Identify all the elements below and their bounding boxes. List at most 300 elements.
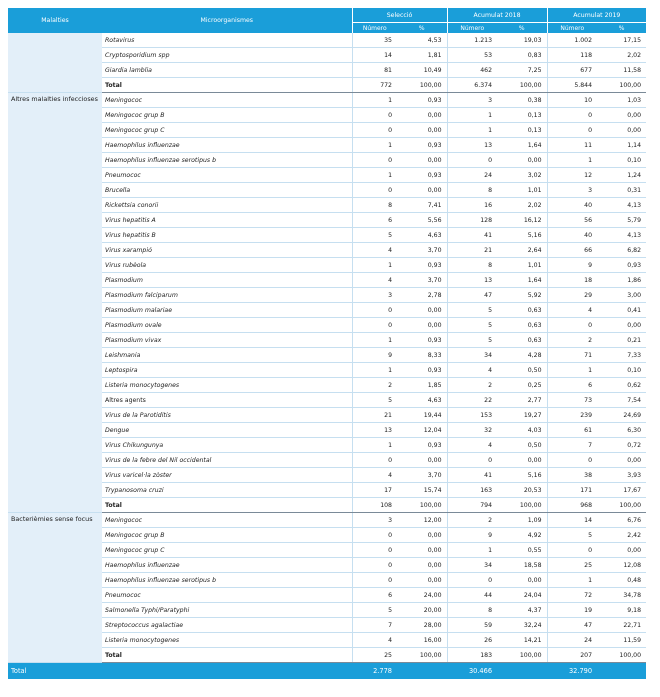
table-row (8, 228, 646, 243)
cell-seleccio-percent: 100,00 (397, 648, 447, 663)
table-row (8, 288, 646, 303)
cell-acumulat-2018-percent: 1,64 (497, 138, 547, 153)
cell-acumulat-2018-percent: 24,04 (497, 588, 547, 603)
cell-seleccio-percent: 0,00 (397, 183, 447, 198)
cell-acumulat-2019-percent: 0,93 (597, 258, 646, 273)
header-malalties: Malalties (8, 8, 102, 33)
table-row (8, 348, 646, 363)
microorganism-name: Plasmodium (102, 273, 352, 288)
cell-acumulat-2018-percent: 16,12 (497, 213, 547, 228)
table-row (8, 153, 646, 168)
cell-acumulat-2019-percent: 17,15 (597, 33, 646, 48)
cell-seleccio-percent: 12,00 (397, 513, 447, 528)
cell-seleccio-numero: 1 (352, 333, 397, 348)
cell-acumulat-2019-percent: 100,00 (597, 648, 646, 663)
cell-acumulat-2018-numero: 2 (447, 378, 497, 393)
table-row-total (8, 78, 646, 93)
cell-acumulat-2018-percent: 0,50 (497, 363, 547, 378)
cell-acumulat-2018-percent: 20,53 (497, 483, 547, 498)
cell-acumulat-2018-percent: 0,25 (497, 378, 547, 393)
cell-acumulat-2019-percent: 1,14 (597, 138, 646, 153)
table-row (8, 63, 646, 78)
cell-seleccio-numero: 9 (352, 348, 397, 363)
cell-acumulat-2019-percent: 100,00 (597, 498, 646, 513)
microorganism-name: Haemophilus influenzae (102, 558, 352, 573)
table-row (8, 48, 646, 63)
table-header (8, 8, 646, 33)
microorganism-name: Pneumococ (102, 168, 352, 183)
cell-acumulat-2019-percent: 0,00 (597, 318, 646, 333)
microorganism-name: Plasmodium malariae (102, 303, 352, 318)
cell-acumulat-2019-numero: 4 (547, 303, 597, 318)
cell-acumulat-2018-percent: 100,00 (497, 498, 547, 513)
cell-acumulat-2018-numero: 6.374 (447, 78, 497, 93)
cell-acumulat-2019-numero: 14 (547, 513, 597, 528)
cell-seleccio-numero: 17 (352, 483, 397, 498)
microorganism-name: Altres agents (102, 393, 352, 408)
cell-acumulat-2018-percent: 0,83 (497, 48, 547, 63)
microorganism-name: Cryptosporidium spp (102, 48, 352, 63)
cell-seleccio-percent: 100,00 (397, 498, 447, 513)
table-row (8, 243, 646, 258)
cell-acumulat-2018-numero: 13 (447, 138, 497, 153)
microorganism-name: Pneumococ (102, 588, 352, 603)
footer-2019-numero: 32.790 (547, 663, 597, 680)
cell-acumulat-2018-percent: 7,25 (497, 63, 547, 78)
cell-acumulat-2018-numero: 32 (447, 423, 497, 438)
cell-seleccio-numero: 13 (352, 423, 397, 438)
cell-acumulat-2018-numero: 8 (447, 603, 497, 618)
cell-seleccio-percent: 100,00 (397, 78, 447, 93)
cell-seleccio-numero: 5 (352, 228, 397, 243)
microorganism-name: Meningococ grup C (102, 123, 352, 138)
cell-seleccio-numero: 21 (352, 408, 397, 423)
cell-acumulat-2019-percent: 5,79 (597, 213, 646, 228)
cell-seleccio-numero: 0 (352, 528, 397, 543)
microorganism-name: Virus xarampió (102, 243, 352, 258)
cell-acumulat-2019-percent: 17,67 (597, 483, 646, 498)
cell-seleccio-percent: 3,70 (397, 243, 447, 258)
cell-acumulat-2019-numero: 1 (547, 573, 597, 588)
cell-acumulat-2019-percent: 3,93 (597, 468, 646, 483)
cell-seleccio-numero: 1 (352, 168, 397, 183)
microorganism-name: Giardia lamblia (102, 63, 352, 78)
cell-seleccio-numero: 81 (352, 63, 397, 78)
microorganism-name: Rotavirus (102, 33, 352, 48)
cell-acumulat-2019-percent: 34,78 (597, 588, 646, 603)
cell-seleccio-numero: 5 (352, 393, 397, 408)
microorganism-name: Leishmania (102, 348, 352, 363)
cell-acumulat-2018-numero: 22 (447, 393, 497, 408)
subheader-numero: Número (447, 23, 497, 34)
table-row (8, 453, 646, 468)
cell-seleccio-percent: 0,93 (397, 333, 447, 348)
cell-acumulat-2019-numero: 9 (547, 258, 597, 273)
table-footer (8, 663, 646, 680)
subheader-percent: % (597, 23, 646, 34)
disease-group-label: Altres malalties infeccioses (8, 93, 102, 513)
cell-acumulat-2019-numero: 73 (547, 393, 597, 408)
cell-acumulat-2019-numero: 968 (547, 498, 597, 513)
microorganism-name: Dengue (102, 423, 352, 438)
table-row (8, 468, 646, 483)
cell-acumulat-2018-percent: 0,00 (497, 153, 547, 168)
cell-seleccio-percent: 0,00 (397, 573, 447, 588)
cell-acumulat-2019-percent: 9,18 (597, 603, 646, 618)
cell-acumulat-2019-numero: 0 (547, 453, 597, 468)
microorganism-name: Virus varicel·la zòster (102, 468, 352, 483)
cell-acumulat-2018-numero: 41 (447, 228, 497, 243)
disease-group-label (8, 33, 102, 93)
table-row (8, 273, 646, 288)
total-label: Total (102, 498, 352, 513)
cell-seleccio-numero: 4 (352, 633, 397, 648)
cell-acumulat-2019-percent: 1,86 (597, 273, 646, 288)
cell-acumulat-2018-numero: 26 (447, 633, 497, 648)
cell-acumulat-2019-percent: 0,00 (597, 123, 646, 138)
cell-seleccio-numero: 4 (352, 243, 397, 258)
cell-seleccio-percent: 0,00 (397, 528, 447, 543)
cell-acumulat-2018-numero: 41 (447, 468, 497, 483)
cell-acumulat-2019-numero: 207 (547, 648, 597, 663)
cell-acumulat-2019-percent: 1,24 (597, 168, 646, 183)
cell-acumulat-2019-numero: 0 (547, 123, 597, 138)
footer-2019-percent (597, 663, 646, 680)
cell-seleccio-percent: 3,70 (397, 273, 447, 288)
cell-acumulat-2019-percent: 2,42 (597, 528, 646, 543)
cell-acumulat-2019-numero: 40 (547, 228, 597, 243)
cell-seleccio-percent: 19,44 (397, 408, 447, 423)
cell-acumulat-2018-numero: 0 (447, 453, 497, 468)
cell-acumulat-2018-numero: 16 (447, 198, 497, 213)
cell-seleccio-numero: 0 (352, 153, 397, 168)
table-row (8, 438, 646, 453)
cell-seleccio-percent: 0,00 (397, 318, 447, 333)
cell-seleccio-numero: 14 (352, 48, 397, 63)
cell-acumulat-2019-numero: 18 (547, 273, 597, 288)
cell-acumulat-2018-numero: 8 (447, 258, 497, 273)
table-row (8, 588, 646, 603)
cell-acumulat-2019-numero: 11 (547, 138, 597, 153)
cell-acumulat-2019-percent: 0,41 (597, 303, 646, 318)
cell-acumulat-2019-percent: 6,76 (597, 513, 646, 528)
table-row (8, 123, 646, 138)
cell-acumulat-2018-numero: 462 (447, 63, 497, 78)
cell-seleccio-percent: 0,00 (397, 543, 447, 558)
cell-acumulat-2019-percent: 11,59 (597, 633, 646, 648)
subheader-numero: Número (547, 23, 597, 34)
cell-acumulat-2019-numero: 19 (547, 603, 597, 618)
cell-acumulat-2019-numero: 40 (547, 198, 597, 213)
cell-acumulat-2019-percent: 0,00 (597, 453, 646, 468)
cell-acumulat-2018-percent: 4,28 (497, 348, 547, 363)
cell-seleccio-numero: 0 (352, 573, 397, 588)
cell-seleccio-percent: 16,00 (397, 633, 447, 648)
cell-acumulat-2019-percent: 2,02 (597, 48, 646, 63)
cell-acumulat-2018-percent: 32,24 (497, 618, 547, 633)
cell-seleccio-numero: 0 (352, 453, 397, 468)
subheader-numero: Número (352, 23, 397, 34)
cell-acumulat-2019-percent: 100,00 (597, 78, 646, 93)
subheader-percent: % (397, 23, 447, 34)
microorganism-name: Plasmodium vivax (102, 333, 352, 348)
cell-acumulat-2018-numero: 21 (447, 243, 497, 258)
cell-acumulat-2018-numero: 44 (447, 588, 497, 603)
header-group-acumulat-2018: Acumulat 2018 (447, 8, 547, 23)
cell-acumulat-2019-numero: 0 (547, 318, 597, 333)
table-row (8, 138, 646, 153)
microorganism-name: Haemophilus influenzae serotipus b (102, 153, 352, 168)
subheader-percent: % (497, 23, 547, 34)
cell-acumulat-2019-numero: 1.002 (547, 33, 597, 48)
cell-acumulat-2019-numero: 71 (547, 348, 597, 363)
microorganism-name: Virus de la Parotiditis (102, 408, 352, 423)
cell-seleccio-percent: 7,41 (397, 198, 447, 213)
microorganism-name: Haemophilus influenzae (102, 138, 352, 153)
cell-acumulat-2018-percent: 5,92 (497, 288, 547, 303)
cell-acumulat-2019-numero: 7 (547, 438, 597, 453)
footer-2018-numero: 30.466 (447, 663, 497, 680)
cell-seleccio-numero: 4 (352, 468, 397, 483)
table-row (8, 318, 646, 333)
cell-seleccio-percent: 12,04 (397, 423, 447, 438)
table-row-total (8, 648, 646, 663)
cell-acumulat-2018-numero: 34 (447, 558, 497, 573)
cell-seleccio-percent: 0,93 (397, 438, 447, 453)
cell-acumulat-2018-percent: 0,38 (497, 93, 547, 108)
cell-seleccio-numero: 0 (352, 558, 397, 573)
table-row (8, 93, 646, 108)
cell-acumulat-2018-numero: 5 (447, 318, 497, 333)
cell-acumulat-2018-numero: 5 (447, 333, 497, 348)
cell-acumulat-2018-numero: 24 (447, 168, 497, 183)
cell-acumulat-2019-numero: 29 (547, 288, 597, 303)
cell-acumulat-2018-percent: 0,63 (497, 333, 547, 348)
cell-acumulat-2018-percent: 0,55 (497, 543, 547, 558)
microorganism-name: Haemophilus influenzae serotipus b (102, 573, 352, 588)
cell-acumulat-2019-percent: 0,72 (597, 438, 646, 453)
cell-seleccio-numero: 25 (352, 648, 397, 663)
cell-acumulat-2018-percent: 5,16 (497, 468, 547, 483)
cell-acumulat-2019-numero: 2 (547, 333, 597, 348)
cell-seleccio-numero: 5 (352, 603, 397, 618)
microorganism-name: Virus hepatitis A (102, 213, 352, 228)
cell-acumulat-2018-numero: 34 (447, 348, 497, 363)
cell-acumulat-2019-numero: 239 (547, 408, 597, 423)
cell-acumulat-2018-percent: 5,16 (497, 228, 547, 243)
cell-seleccio-numero: 0 (352, 183, 397, 198)
cell-acumulat-2019-percent: 24,69 (597, 408, 646, 423)
cell-seleccio-percent: 4,53 (397, 33, 447, 48)
cell-acumulat-2018-percent: 0,50 (497, 438, 547, 453)
cell-acumulat-2019-percent: 0,31 (597, 183, 646, 198)
microorganism-name: Streptococcus agalactiae (102, 618, 352, 633)
cell-seleccio-percent: 0,00 (397, 558, 447, 573)
table-row (8, 558, 646, 573)
table-row (8, 633, 646, 648)
cell-seleccio-percent: 4,63 (397, 228, 447, 243)
cell-seleccio-percent: 4,63 (397, 393, 447, 408)
cell-seleccio-numero: 1 (352, 258, 397, 273)
cell-acumulat-2019-numero: 6 (547, 378, 597, 393)
cell-acumulat-2019-numero: 61 (547, 423, 597, 438)
cell-acumulat-2019-percent: 0,10 (597, 363, 646, 378)
cell-acumulat-2019-numero: 72 (547, 588, 597, 603)
cell-acumulat-2018-percent: 19,03 (497, 33, 547, 48)
header-group-seleccio: Selecció (352, 8, 447, 23)
cell-acumulat-2018-percent: 100,00 (497, 78, 547, 93)
microorganism-name: Virus de la febre del Nil occidental (102, 453, 352, 468)
microorganism-name: Meningococ grup C (102, 543, 352, 558)
cell-seleccio-percent: 28,00 (397, 618, 447, 633)
cell-acumulat-2019-numero: 0 (547, 108, 597, 123)
microorganism-name: Plasmodium ovale (102, 318, 352, 333)
cell-seleccio-percent: 1,81 (397, 48, 447, 63)
cell-seleccio-numero: 772 (352, 78, 397, 93)
cell-acumulat-2018-percent: 100,00 (497, 648, 547, 663)
cell-seleccio-numero: 8 (352, 198, 397, 213)
cell-seleccio-percent: 0,93 (397, 168, 447, 183)
cell-seleccio-numero: 0 (352, 108, 397, 123)
cell-acumulat-2018-percent: 2,02 (497, 198, 547, 213)
cell-acumulat-2019-percent: 12,08 (597, 558, 646, 573)
table-row (8, 333, 646, 348)
table-row (8, 543, 646, 558)
cell-acumulat-2018-percent: 0,00 (497, 453, 547, 468)
microorganism-name: Virus rubèola (102, 258, 352, 273)
cell-seleccio-percent: 3,70 (397, 468, 447, 483)
cell-acumulat-2018-numero: 128 (447, 213, 497, 228)
table-row (8, 303, 646, 318)
cell-seleccio-percent: 20,00 (397, 603, 447, 618)
cell-seleccio-percent: 5,56 (397, 213, 447, 228)
cell-acumulat-2019-percent: 0,00 (597, 108, 646, 123)
cell-seleccio-numero: 1 (352, 93, 397, 108)
table-body (8, 33, 646, 663)
table-row (8, 213, 646, 228)
cell-seleccio-numero: 0 (352, 543, 397, 558)
cell-seleccio-percent: 0,00 (397, 153, 447, 168)
cell-seleccio-percent: 0,00 (397, 453, 447, 468)
cell-seleccio-numero: 2 (352, 378, 397, 393)
cell-acumulat-2018-percent: 14,21 (497, 633, 547, 648)
cell-acumulat-2018-numero: 47 (447, 288, 497, 303)
cell-seleccio-numero: 0 (352, 318, 397, 333)
cell-acumulat-2019-numero: 5.844 (547, 78, 597, 93)
microorganism-name: Listeria monocytogenes (102, 378, 352, 393)
cell-acumulat-2019-percent: 0,48 (597, 573, 646, 588)
cell-acumulat-2019-percent: 0,10 (597, 153, 646, 168)
microorganism-name: Meningococ grup B (102, 108, 352, 123)
cell-acumulat-2018-numero: 53 (447, 48, 497, 63)
microorganism-name: Virus Chikungunya (102, 438, 352, 453)
footer-total-label: Total (8, 663, 352, 680)
cell-acumulat-2018-percent: 18,58 (497, 558, 547, 573)
cell-seleccio-numero: 1 (352, 138, 397, 153)
table-row (8, 528, 646, 543)
cell-acumulat-2019-percent: 0,00 (597, 543, 646, 558)
cell-seleccio-percent: 0,93 (397, 363, 447, 378)
cell-acumulat-2018-percent: 19,27 (497, 408, 547, 423)
cell-acumulat-2019-numero: 677 (547, 63, 597, 78)
cell-seleccio-percent: 0,00 (397, 108, 447, 123)
table-row (8, 408, 646, 423)
cell-acumulat-2018-numero: 794 (447, 498, 497, 513)
footer-seleccio-percent (397, 663, 447, 680)
cell-acumulat-2018-percent: 1,64 (497, 273, 547, 288)
cell-acumulat-2019-percent: 22,71 (597, 618, 646, 633)
cell-acumulat-2018-percent: 1,01 (497, 258, 547, 273)
cell-seleccio-numero: 35 (352, 33, 397, 48)
cell-acumulat-2018-numero: 1.213 (447, 33, 497, 48)
cell-acumulat-2018-numero: 183 (447, 648, 497, 663)
cell-seleccio-numero: 1 (352, 438, 397, 453)
cell-seleccio-percent: 0,93 (397, 93, 447, 108)
cell-acumulat-2019-numero: 0 (547, 543, 597, 558)
cell-acumulat-2019-numero: 12 (547, 168, 597, 183)
cell-acumulat-2018-numero: 0 (447, 153, 497, 168)
cell-acumulat-2018-numero: 59 (447, 618, 497, 633)
footer-2018-percent (497, 663, 547, 680)
cell-seleccio-percent: 10,49 (397, 63, 447, 78)
cell-seleccio-numero: 0 (352, 123, 397, 138)
table-row (8, 168, 646, 183)
cell-seleccio-percent: 0,93 (397, 258, 447, 273)
cell-acumulat-2019-numero: 56 (547, 213, 597, 228)
table-row-total (8, 498, 646, 513)
cell-seleccio-numero: 7 (352, 618, 397, 633)
cell-seleccio-percent: 8,33 (397, 348, 447, 363)
microorganism-name: Rickettsia conorii (102, 198, 352, 213)
cell-acumulat-2018-percent: 1,01 (497, 183, 547, 198)
cell-acumulat-2018-numero: 153 (447, 408, 497, 423)
cell-acumulat-2019-percent: 1,03 (597, 93, 646, 108)
table-row (8, 618, 646, 633)
cell-acumulat-2019-numero: 66 (547, 243, 597, 258)
table-row (8, 423, 646, 438)
cell-seleccio-numero: 6 (352, 213, 397, 228)
cell-acumulat-2019-numero: 47 (547, 618, 597, 633)
cell-acumulat-2019-percent: 0,21 (597, 333, 646, 348)
table-row (8, 258, 646, 273)
cell-acumulat-2019-percent: 6,30 (597, 423, 646, 438)
cell-seleccio-numero: 0 (352, 303, 397, 318)
cell-acumulat-2018-percent: 4,37 (497, 603, 547, 618)
cell-seleccio-numero: 3 (352, 513, 397, 528)
cell-acumulat-2018-numero: 1 (447, 123, 497, 138)
cell-acumulat-2019-numero: 25 (547, 558, 597, 573)
cell-acumulat-2018-numero: 5 (447, 303, 497, 318)
table-row (8, 603, 646, 618)
table-row (8, 573, 646, 588)
cell-acumulat-2019-numero: 5 (547, 528, 597, 543)
table-row (8, 108, 646, 123)
table-container (8, 8, 646, 679)
table-row (8, 33, 646, 48)
cell-acumulat-2018-percent: 0,13 (497, 123, 547, 138)
cell-acumulat-2018-percent: 4,03 (497, 423, 547, 438)
cell-acumulat-2019-percent: 7,54 (597, 393, 646, 408)
cell-acumulat-2018-numero: 4 (447, 363, 497, 378)
cell-seleccio-numero: 1 (352, 363, 397, 378)
cell-acumulat-2019-percent: 4,13 (597, 198, 646, 213)
cell-acumulat-2019-percent: 6,82 (597, 243, 646, 258)
cell-seleccio-percent: 0,93 (397, 138, 447, 153)
total-label: Total (102, 78, 352, 93)
cell-acumulat-2018-percent: 0,13 (497, 108, 547, 123)
cell-acumulat-2018-numero: 9 (447, 528, 497, 543)
cell-acumulat-2018-numero: 3 (447, 93, 497, 108)
